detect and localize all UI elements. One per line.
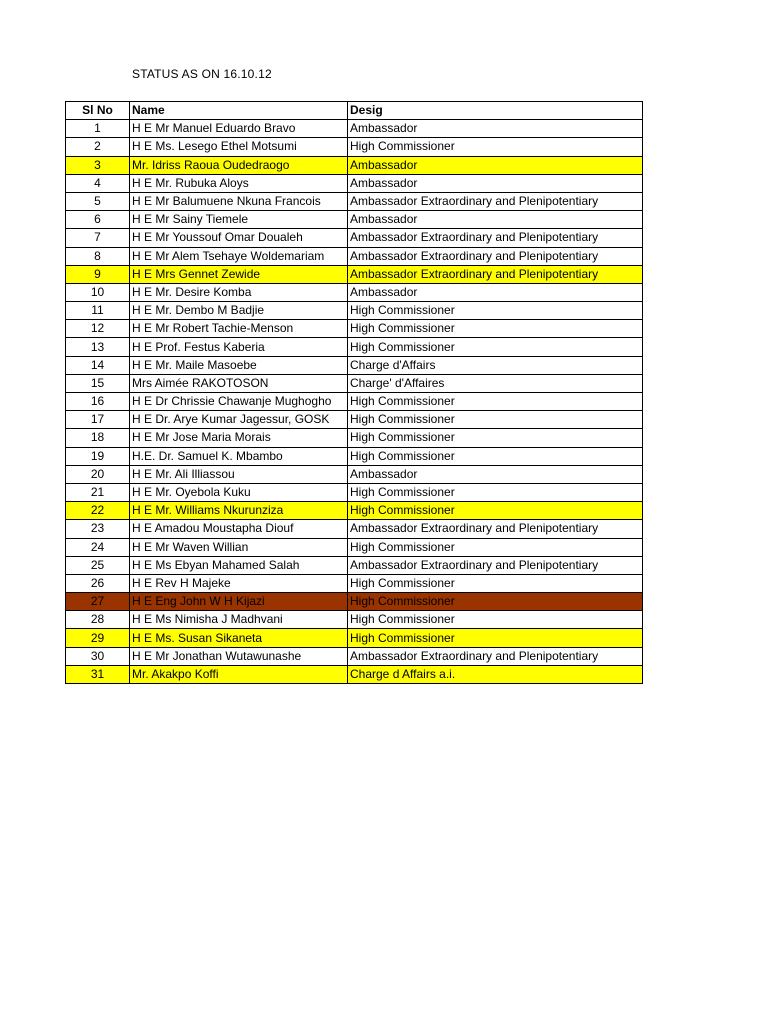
cell-desig: High Commissioner <box>348 338 643 356</box>
cell-name: H E Mr Waven Willian <box>130 538 348 556</box>
cell-sl-no: 29 <box>66 629 130 647</box>
cell-sl-no: 17 <box>66 411 130 429</box>
table-row <box>66 665 643 683</box>
cell-name: H E Mr Jonathan Wutawunashe <box>130 647 348 665</box>
table-row <box>66 502 643 520</box>
table-body <box>66 120 643 684</box>
cell-desig: Ambassador Extraordinary and Plenipotentiary <box>348 247 643 265</box>
cell-name: H E Mrs Gennet Zewide <box>130 265 348 283</box>
cell-name: H E Mr. Maile Masoebe <box>130 356 348 374</box>
table-row <box>66 574 643 592</box>
cell-name: H E Rev H Majeke <box>130 574 348 592</box>
cell-sl-no: 19 <box>66 447 130 465</box>
column-header-name: Name <box>130 102 348 120</box>
cell-sl-no: 5 <box>66 192 130 210</box>
cell-desig: High Commissioner <box>348 483 643 501</box>
table-row <box>66 356 643 374</box>
cell-desig: High Commissioner <box>348 574 643 592</box>
cell-desig: Charge d'Affairs <box>348 356 643 374</box>
cell-desig: Ambassador <box>348 465 643 483</box>
cell-sl-no: 27 <box>66 593 130 611</box>
cell-sl-no: 26 <box>66 574 130 592</box>
cell-name: H E Mr. Oyebola Kuku <box>130 483 348 501</box>
table-row <box>66 229 643 247</box>
cell-name: Mr. Idriss Raoua Oudedraogo <box>130 156 348 174</box>
table-row <box>66 192 643 210</box>
cell-desig: Ambassador Extraordinary and Plenipotentiary <box>348 265 643 283</box>
cell-name: H E Dr Chrissie Chawanje Mughogho <box>130 393 348 411</box>
cell-sl-no: 10 <box>66 283 130 301</box>
table-row <box>66 611 643 629</box>
table-row <box>66 647 643 665</box>
cell-sl-no: 25 <box>66 556 130 574</box>
cell-name: H E Mr. Rubuka Aloys <box>130 174 348 192</box>
cell-desig: Ambassador Extraordinary and Plenipotentiary <box>348 556 643 574</box>
cell-name: H.E. Dr. Samuel K. Mbambo <box>130 447 348 465</box>
cell-sl-no: 16 <box>66 393 130 411</box>
cell-desig: High Commissioner <box>348 538 643 556</box>
cell-desig: Ambassador Extraordinary and Plenipotentiary <box>348 229 643 247</box>
cell-name: H E Mr Youssouf Omar Doualeh <box>130 229 348 247</box>
cell-desig: High Commissioner <box>348 502 643 520</box>
table-row <box>66 411 643 429</box>
cell-sl-no: 13 <box>66 338 130 356</box>
table-row <box>66 393 643 411</box>
cell-desig: Charge' d'Affaires <box>348 374 643 392</box>
cell-name: H E Ms. Lesego Ethel Motsumi <box>130 138 348 156</box>
cell-desig: Ambassador <box>348 283 643 301</box>
cell-sl-no: 18 <box>66 429 130 447</box>
cell-desig: High Commissioner <box>348 320 643 338</box>
cell-sl-no: 30 <box>66 647 130 665</box>
cell-desig: High Commissioner <box>348 429 643 447</box>
cell-name: H E Mr. Desire Komba <box>130 283 348 301</box>
cell-name: H E Eng John W H Kijazi <box>130 593 348 611</box>
table-row <box>66 283 643 301</box>
cell-sl-no: 4 <box>66 174 130 192</box>
cell-sl-no: 14 <box>66 356 130 374</box>
cell-name: H E Ms Ebyan Mahamed Salah <box>130 556 348 574</box>
column-header-sl-no: Sl No <box>66 102 130 120</box>
cell-name: H E Mr. Williams Nkurunziza <box>130 502 348 520</box>
table-row <box>66 374 643 392</box>
cell-name: H E Dr. Arye Kumar Jagessur, GOSK <box>130 411 348 429</box>
cell-name: H E Mr Sainy Tiemele <box>130 211 348 229</box>
cell-name: H E Mr Balumuene Nkuna Francois <box>130 192 348 210</box>
cell-desig: Ambassador <box>348 120 643 138</box>
table-row <box>66 520 643 538</box>
status-table <box>65 101 643 684</box>
cell-sl-no: 12 <box>66 320 130 338</box>
cell-name: H E Amadou Moustapha Diouf <box>130 520 348 538</box>
cell-name: H E Prof. Festus Kaberia <box>130 338 348 356</box>
cell-desig: Ambassador <box>348 174 643 192</box>
cell-sl-no: 24 <box>66 538 130 556</box>
table-row <box>66 174 643 192</box>
cell-desig: High Commissioner <box>348 611 643 629</box>
cell-sl-no: 23 <box>66 520 130 538</box>
table-row <box>66 593 643 611</box>
cell-sl-no: 8 <box>66 247 130 265</box>
table-header-row <box>66 102 643 120</box>
page-title: STATUS AS ON 16.10.12 <box>132 67 272 81</box>
cell-sl-no: 1 <box>66 120 130 138</box>
column-header-desig: Desig <box>348 102 643 120</box>
cell-sl-no: 3 <box>66 156 130 174</box>
cell-name: H E Mr Robert Tachie-Menson <box>130 320 348 338</box>
cell-name: Mrs Aimée RAKOTOSON <box>130 374 348 392</box>
table-row <box>66 447 643 465</box>
cell-name: H E Mr. Dembo M Badjie <box>130 302 348 320</box>
cell-desig: High Commissioner <box>348 138 643 156</box>
cell-sl-no: 15 <box>66 374 130 392</box>
cell-desig: Ambassador Extraordinary and Plenipotentiary <box>348 647 643 665</box>
cell-sl-no: 7 <box>66 229 130 247</box>
table-row <box>66 265 643 283</box>
cell-sl-no: 11 <box>66 302 130 320</box>
cell-desig: High Commissioner <box>348 593 643 611</box>
table-row <box>66 483 643 501</box>
cell-name: H E Mr Manuel Eduardo Bravo <box>130 120 348 138</box>
cell-sl-no: 21 <box>66 483 130 501</box>
table-row <box>66 156 643 174</box>
cell-desig: High Commissioner <box>348 447 643 465</box>
table-row <box>66 247 643 265</box>
cell-name: H E Mr. Ali Illiassou <box>130 465 348 483</box>
cell-desig: High Commissioner <box>348 411 643 429</box>
table-row <box>66 138 643 156</box>
cell-name: H E Mr Alem Tsehaye Woldemariam <box>130 247 348 265</box>
cell-desig: High Commissioner <box>348 393 643 411</box>
cell-name: Mr. Akakpo Koffi <box>130 665 348 683</box>
cell-sl-no: 6 <box>66 211 130 229</box>
cell-name: H E Ms Nimisha J Madhvani <box>130 611 348 629</box>
table-row <box>66 338 643 356</box>
table-row <box>66 211 643 229</box>
table-row <box>66 629 643 647</box>
cell-sl-no: 9 <box>66 265 130 283</box>
cell-name: H E Mr Jose Maria Morais <box>130 429 348 447</box>
table-row <box>66 465 643 483</box>
table-row <box>66 429 643 447</box>
cell-sl-no: 20 <box>66 465 130 483</box>
cell-desig: Ambassador <box>348 156 643 174</box>
table-row <box>66 556 643 574</box>
cell-sl-no: 31 <box>66 665 130 683</box>
cell-desig: Charge d Affairs a.i. <box>348 665 643 683</box>
table-row <box>66 120 643 138</box>
cell-desig: High Commissioner <box>348 629 643 647</box>
cell-desig: Ambassador Extraordinary and Plenipotentiary <box>348 520 643 538</box>
cell-desig: Ambassador <box>348 211 643 229</box>
cell-name: H E Ms. Susan Sikaneta <box>130 629 348 647</box>
cell-desig: High Commissioner <box>348 302 643 320</box>
table-row <box>66 320 643 338</box>
table-row <box>66 302 643 320</box>
cell-sl-no: 28 <box>66 611 130 629</box>
cell-desig: Ambassador Extraordinary and Plenipotentiary <box>348 192 643 210</box>
table-row <box>66 538 643 556</box>
cell-sl-no: 2 <box>66 138 130 156</box>
cell-sl-no: 22 <box>66 502 130 520</box>
